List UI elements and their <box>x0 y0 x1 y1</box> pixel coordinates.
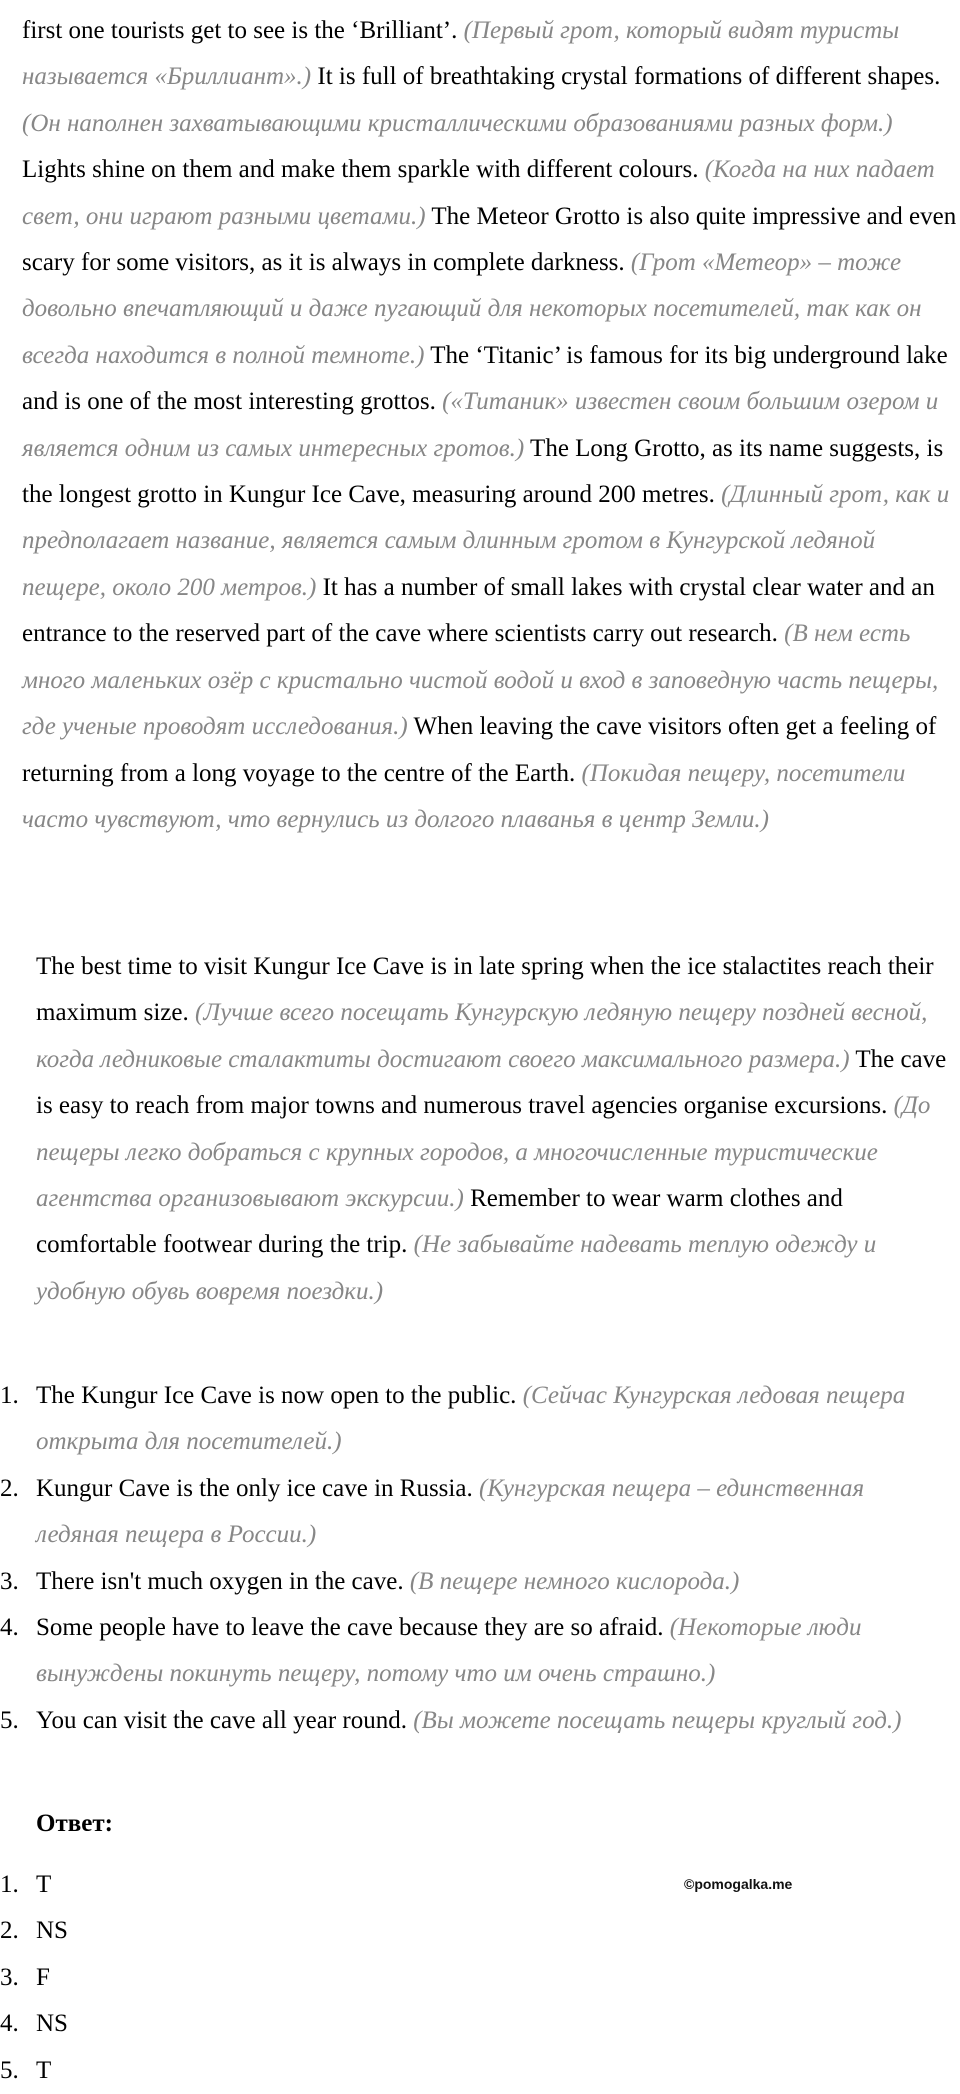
sentence-en: When leaving the cave visitors often get a feeling of returning from a long voyage to the centre of the Earth. <box>22 713 937 787</box>
answer-item <box>0 2048 400 2094</box>
sentence-en: The best time to visit Kungur Ice Cave is in late spring when the ice stalactites reach their maximum size. <box>36 953 934 1027</box>
answer-value: T <box>36 2056 52 2084</box>
watermark: ©pomogalka.me <box>684 1876 793 1892</box>
sentence-en: It is full of breathtaking crystal formations of different shapes. <box>317 63 941 91</box>
answers-list <box>0 1862 400 2094</box>
answer-item <box>0 1955 400 2001</box>
answer-item <box>0 1862 400 1908</box>
sentence-en: The Meteor Grotto is also quite impressive and even scary for some visitors, as it is always in complete darkness. <box>22 202 957 277</box>
sentence-translation: (Не забывайте надевать теплую одежду и удобную обувь вовремя поездки.) <box>36 1231 877 1305</box>
sentence-en: It has a number of small lakes with crystal clear water and an entrance to the reserved part of the cave where scientists carry out research. <box>22 573 935 648</box>
sentence-translation: (Длинный грот, как и предполагает название, является самым длинным гротом в Кунгурской ледяной пещере, около 200 метров.) <box>22 481 950 601</box>
statement-item <box>0 1373 950 1466</box>
sentence-translation: (Покидая пещеру, посетители часто чувствуют, что вернулись из долгого плаванья в центр Земли.) <box>22 759 906 833</box>
sentence-en: The Long Grotto, as its name suggests, is the longest grotto in Kungur Ice Cave, measuring around 200 metres. <box>22 434 944 509</box>
answer-heading: Ответ: <box>36 1810 113 1837</box>
answer-value: T <box>36 1871 52 1898</box>
sentence-translation: (Первый грот, который видят туристы называется «Бриллиант».) <box>22 17 900 91</box>
list-number: 4. <box>0 1614 19 1642</box>
sentence-en: Remember to wear warm clothes and comfortable footwear during the trip. <box>36 1185 843 1259</box>
answer-value: NS <box>36 2010 68 2038</box>
statement-translation: (Некоторые люди вынуждены покинуть пещеру, потому что им очень страшно.) <box>36 1614 862 1688</box>
statement-item <box>0 1698 950 1744</box>
list-number: 5. <box>0 1706 19 1734</box>
sentence-translation: (Он наполнен захватывающими кристаллическими образованиями разных форм.) <box>22 109 893 137</box>
sentence-translation: (Грот «Метеор» – тоже довольно впечатляющий и даже пугающий для некоторых посетителей, так как он всегда находится в полной темноте.) <box>22 249 922 369</box>
statement-en: The Kungur Ice Cave is now open to the public. <box>36 1382 517 1409</box>
sentence-translation: («Титаник» известен своим большим озером и является одним из самых интересных гротов.) <box>22 388 939 462</box>
sentence-en: Lights shine on them and make them sparkle with different colours. <box>22 156 699 184</box>
statement-en: You can visit the cave all year round. <box>36 1706 407 1734</box>
sentence-translation: (В нем есть много маленьких озёр с кристально чистой водой и вход в заповедную часть пещеры, где ученые проводят исследования.) <box>22 620 939 741</box>
sentence-translation: (Когда на них падает свет, они играют разными цветами.) <box>22 156 935 230</box>
list-number: 2. <box>0 1917 19 1945</box>
sentence-translation: (До пещеры легко добраться с крупных городов, а многочисленные туристические агентства организовывают экскурсии.) <box>36 1092 931 1213</box>
statements-list <box>0 1373 950 1744</box>
answer-item <box>0 1908 400 1954</box>
paragraph-grottos <box>22 8 957 843</box>
paragraph-visiting <box>36 944 957 1315</box>
list-number: 4. <box>0 2010 19 2038</box>
answer-value: NS <box>36 1917 68 1945</box>
sentence-translation: (Лучше всего посещать Кунгурскую ледяную пещеру поздней весной, когда ледниковые сталактиты достигают своего максимального размера.) <box>36 999 928 1073</box>
list-number: 2. <box>0 1474 19 1502</box>
list-number: 3. <box>0 1567 19 1595</box>
statement-translation: (Сейчас Кунгурская ледовая пещера открыта для посетителей.) <box>36 1382 906 1456</box>
list-number: 1. <box>0 1382 19 1409</box>
answer-value: F <box>36 1963 50 1991</box>
statement-en: Kungur Cave is the only ice cave in Russia. <box>36 1474 473 1502</box>
answer-item <box>0 2001 400 2047</box>
statement-item <box>0 1559 950 1605</box>
sentence-en: first one tourists get to see is the ‘Brilliant’. <box>22 17 458 44</box>
list-number: 5. <box>0 2056 19 2084</box>
sentence-en: The cave is easy to reach from major towns and numerous travel agencies organise excursions. <box>36 1045 947 1120</box>
statement-item <box>0 1605 950 1698</box>
statement-translation: (Вы можете посещать пещеры круглый год.) <box>413 1706 902 1734</box>
list-number: 1. <box>0 1871 19 1898</box>
list-number: 3. <box>0 1963 19 1991</box>
statement-translation: (В пещере немного кислорода.) <box>409 1567 740 1595</box>
statement-en: There isn't much oxygen in the cave. <box>36 1567 404 1595</box>
statement-item <box>0 1466 950 1559</box>
statement-en: Some people have to leave the cave because they are so afraid. <box>36 1614 664 1642</box>
sentence-en: The ‘Titanic’ is famous for its big underground lake and is one of the most interesting grottos. <box>22 341 948 416</box>
statement-translation: (Кунгурская пещера – единственная ледяная пещера в России.) <box>36 1474 865 1549</box>
